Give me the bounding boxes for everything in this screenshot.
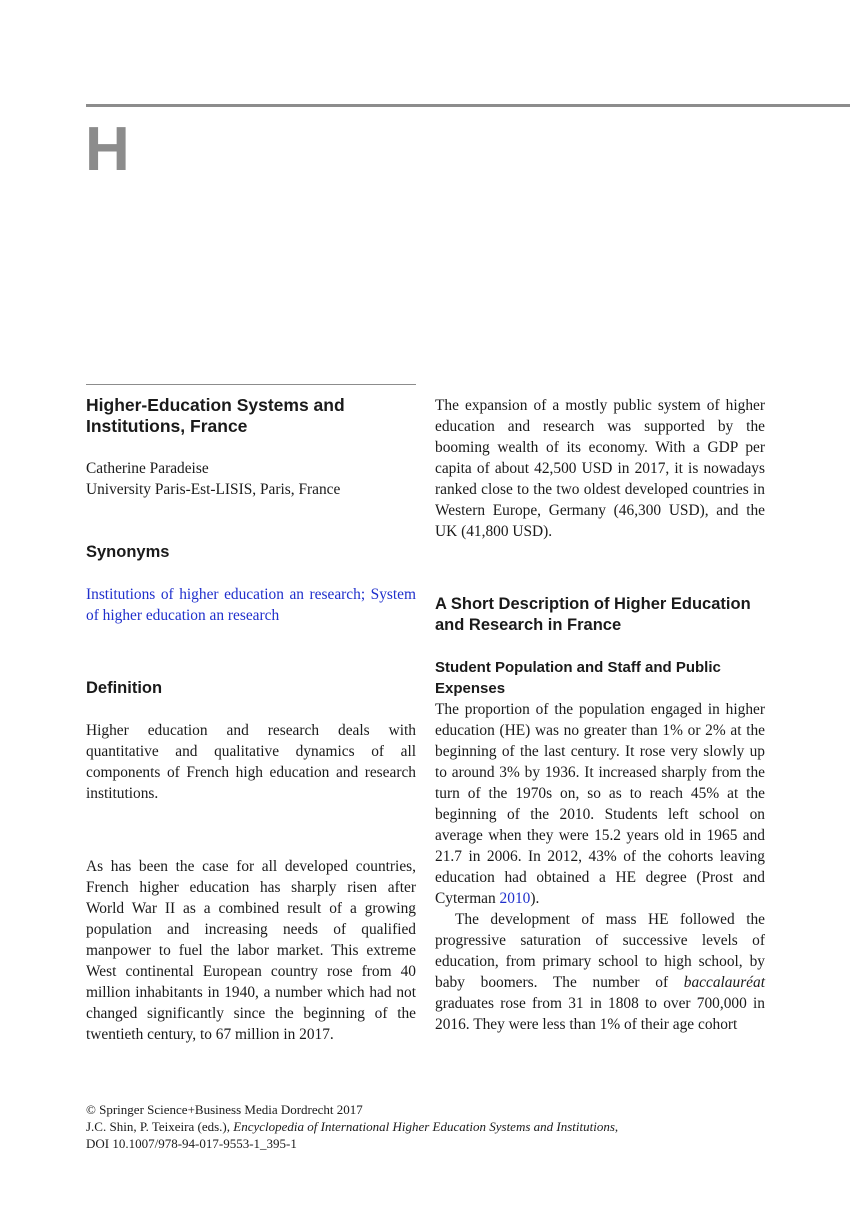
page-footer <box>86 1101 786 1152</box>
book-title: Encyclopedia of International Higher Education Systems and Institutions <box>233 1119 615 1134</box>
doi-line: DOI 10.1007/978-94-017-9553-1_395-1 <box>86 1136 297 1151</box>
editors: J.C. Shin, P. Teixeira (eds.), <box>86 1119 234 1134</box>
author-name: Catherine Paradeise <box>86 460 209 477</box>
right-column <box>435 395 765 1035</box>
article-title: Higher-Education Systems and Institutions, France <box>86 395 345 436</box>
citation-close: ). <box>530 890 540 907</box>
author-affiliation: University Paris-Est-LISIS, Paris, France <box>86 481 341 498</box>
mass-he-text-1: The development of mass HE followed the progressive saturation of successive levels of education, from primary school to high school, by baby boomers. The number of <box>435 911 765 991</box>
definition-text: Higher education and research deals with quantitative and qualitative dynamics of all components of French high education and research institutions. <box>86 722 416 802</box>
section-heading: A Short Description of Higher Education and Research in France <box>435 595 751 634</box>
synonym-link-1[interactable]: Institutions of higher education an research <box>86 586 361 603</box>
synonyms-list <box>86 584 416 626</box>
section-letter: H <box>85 115 130 184</box>
population-text: The proportion of the population engaged in higher education (HE) was no greater than 1% or 2% at the beginning of the last century. It rose very slowly up to around 3% by 1936. It increased sharply from the turn of the 1970s on, so as to reach 45% at the beginning of the 2010. Students left school on average when they were 15.2 years old in 1965 and 21.7 in 2006. In 2012, 43% of the cohorts leaving education had obtained a HE degree ( <box>435 701 765 886</box>
definition-heading: Definition <box>86 679 163 697</box>
population-paragraph <box>435 699 765 909</box>
mass-he-text-2: graduates rose from 31 in 1808 to over 700,000 in 2016. They were less than 1% of their age cohort <box>435 995 765 1033</box>
intro-paragraph: As has been the case for all developed countries, French higher education has sharply risen after World War II as a combined result of a growing population and increasing needs of qualified manpower to fuel the labor market. This extreme West continental European country rose from 40 million inhabitants in 1940, a number which had not changed significantly since the beginning of the twentieth century, to 67 million in 2017. <box>86 858 416 1043</box>
baccalaureat-term: baccalauréat <box>683 974 765 991</box>
book-title-comma: , <box>614 1119 619 1134</box>
top-rule <box>86 104 850 107</box>
left-column <box>86 384 416 1045</box>
subsection-heading: Student Population and Staff and Public Expenses <box>435 659 721 697</box>
copyright-line: © Springer Science+Business Media Dordrecht 2017 <box>86 1102 363 1117</box>
synonyms-heading: Synonyms <box>86 543 170 561</box>
citation-author: Prost and Cyterman <box>435 869 765 907</box>
citation-year-link[interactable]: 2010 <box>499 890 531 907</box>
mass-he-paragraph <box>435 909 765 1035</box>
synonym-link-2[interactable]: System of higher education an research <box>86 586 416 624</box>
title-rule <box>86 384 416 385</box>
synonym-separator: ; <box>360 586 366 603</box>
expansion-paragraph: The expansion of a mostly public system of higher education and research was supported by the booming wealth of its economy. With a GDP per capita of about 42,500 USD in 2017, it is nowadays ranked close to the two oldest developed countries in Western Europe, Germany (46,300 USD), and the UK (41,800 USD). <box>435 397 765 540</box>
citation-line <box>86 1118 786 1135</box>
